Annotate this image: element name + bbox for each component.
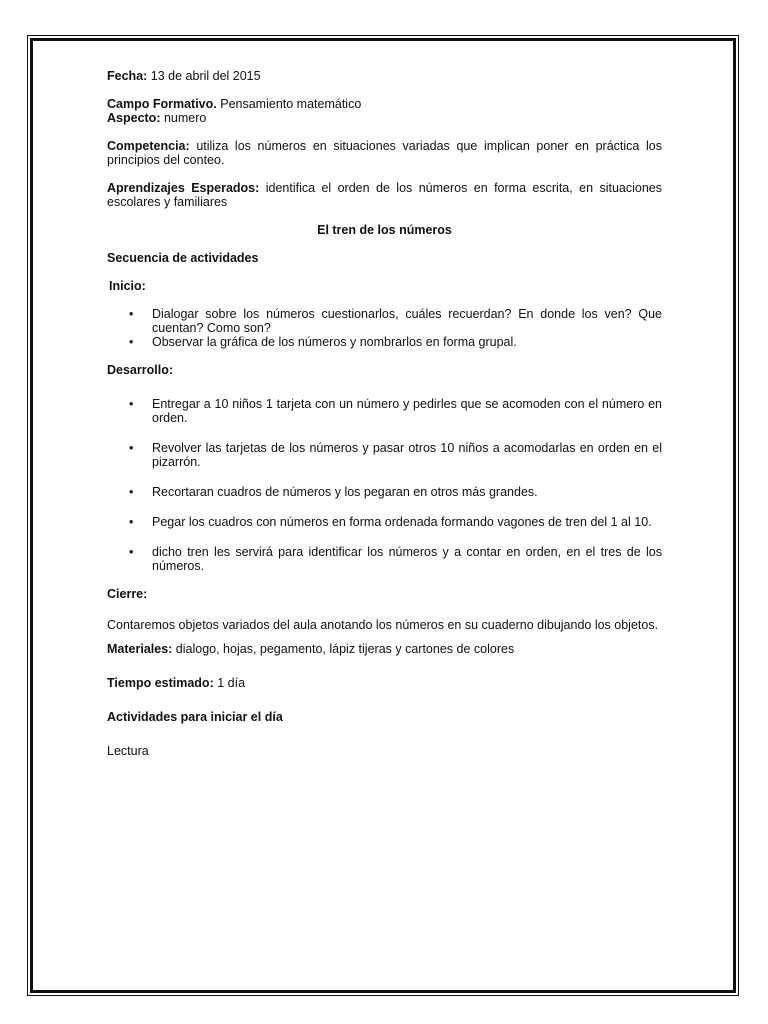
list-item-text: Recortaran cuadros de números y los pegaran en otros más grandes. xyxy=(152,485,538,499)
bullet-icon: • xyxy=(129,485,134,499)
aspecto-label: Aspecto: xyxy=(107,111,161,125)
bullet-icon: • xyxy=(129,515,134,529)
fecha-line xyxy=(107,69,662,83)
bullet-icon: • xyxy=(129,397,134,411)
bullet-icon: • xyxy=(129,307,134,321)
document-body xyxy=(107,69,662,772)
document-title: El tren de los números xyxy=(317,223,452,237)
desarrollo-heading: Desarrollo: xyxy=(107,363,173,377)
tiempo-label: Tiempo estimado: xyxy=(107,676,214,690)
fecha-value: 13 de abril del 2015 xyxy=(150,69,261,83)
desarrollo-list xyxy=(107,397,662,573)
tiempo-line xyxy=(107,676,662,690)
competencia-label: Competencia: xyxy=(107,139,190,153)
list-item xyxy=(107,515,662,529)
aspecto-value: numero xyxy=(163,111,207,125)
list-item xyxy=(107,485,662,499)
bullet-icon: • xyxy=(129,335,134,349)
actividades-heading: Actividades para iniciar el día xyxy=(107,710,283,724)
competencia-value: utiliza los números en situaciones variadas que implican poner en práctica los principios del conteo. xyxy=(107,139,662,167)
competencia-line xyxy=(107,139,662,167)
list-item xyxy=(107,397,662,425)
list-item-text: Entregar a 10 niños 1 tarjeta con un número y pedirles que se acomoden con el número en orden. xyxy=(152,397,662,425)
bullet-icon: • xyxy=(129,545,134,559)
list-item-text: dicho tren les servirá para identificar los números y a contar en orden, en el tres de los números. xyxy=(152,545,662,573)
list-item xyxy=(107,307,662,335)
materiales-label: Materiales: xyxy=(107,642,173,656)
aprendizajes-value: identifica el orden de los números en forma escrita, en situaciones escolares y familiares xyxy=(107,181,662,209)
list-item-text: Pegar los cuadros con números en forma ordenada formando vagones de tren del 1 al 10. xyxy=(152,515,652,529)
cierre-heading: Cierre: xyxy=(107,587,148,601)
aprendizajes-label: Aprendizajes Esperados: xyxy=(107,181,260,195)
lectura-text: Lectura xyxy=(107,744,149,758)
tiempo-value: 1 día xyxy=(217,676,246,690)
inicio-list xyxy=(107,307,662,349)
materiales-line xyxy=(107,642,662,656)
inicio-heading: Inicio: xyxy=(109,279,146,293)
list-item-text: Observar la gráfica de los números y nombrarlos en forma grupal. xyxy=(152,335,517,349)
secuencia-heading: Secuencia de actividades xyxy=(107,251,259,265)
cierre-text: Contaremos objetos variados del aula anotando los números en su cuaderno dibujando los objetos. xyxy=(107,618,659,632)
campo-label: Campo Formativo. xyxy=(107,97,217,111)
list-item xyxy=(107,335,662,349)
list-item-text: Revolver las tarjetas de los números y pasar otros 10 niños a acomodarlas en orden en el pizarrón. xyxy=(152,441,662,469)
campo-aspecto-block xyxy=(107,97,662,125)
campo-value: Pensamiento matemático xyxy=(220,97,362,111)
list-item xyxy=(107,441,662,469)
aprendizajes-line xyxy=(107,181,662,209)
fecha-label: Fecha: xyxy=(107,69,148,83)
bullet-icon: • xyxy=(129,441,134,455)
list-item-text: Dialogar sobre los números cuestionarlos, cuáles recuerdan? En donde los ven? Que cuentan? Como son? xyxy=(152,307,662,335)
materiales-value: dialogo, hojas, pegamento, lápiz tijeras y cartones de colores xyxy=(175,642,515,656)
list-item xyxy=(107,545,662,573)
